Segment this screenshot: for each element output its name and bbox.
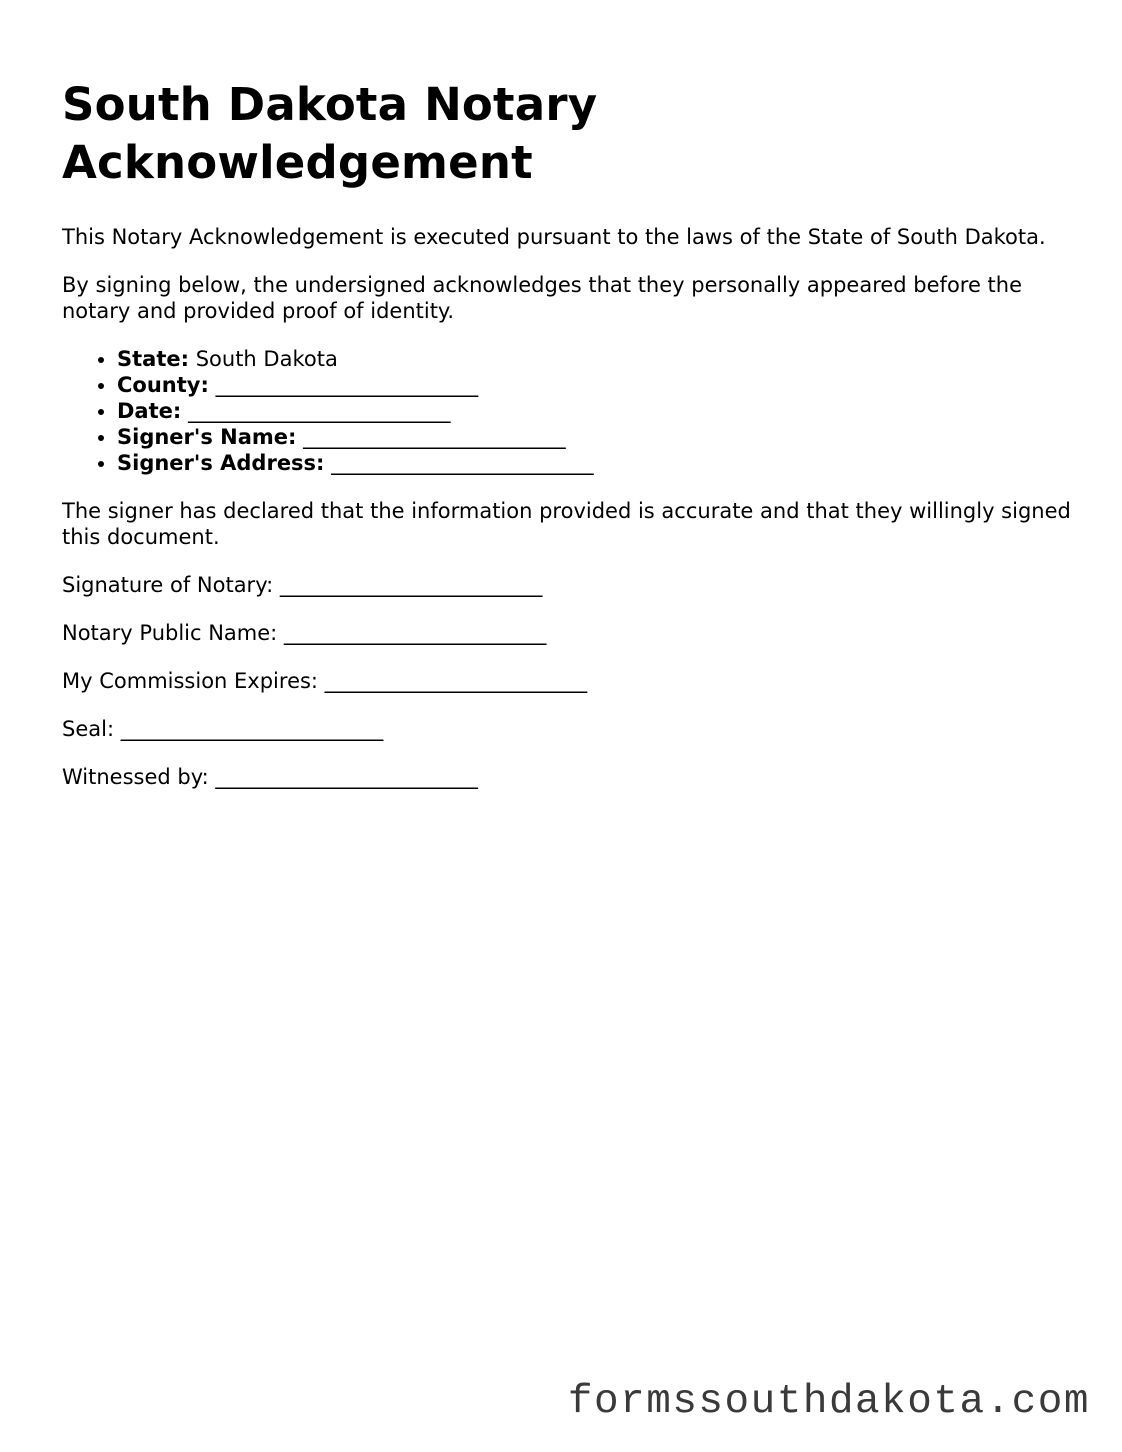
field-label: Date: xyxy=(117,399,182,423)
declaration-paragraph: The signer has declared that the information provided is accurate and that they willingly signed this document. xyxy=(62,499,1071,549)
field-label: State: xyxy=(117,347,190,371)
field-label: County: xyxy=(117,373,209,397)
intro-paragraph: This Notary Acknowledgement is executed pursuant to the laws of the State of South Dakota. xyxy=(62,225,1046,249)
field-county xyxy=(117,372,1072,398)
document-title: South Dakota Notary Acknowledgement xyxy=(62,78,598,189)
field-label: Signer's Name: xyxy=(117,425,297,449)
field-blank: _________________________ xyxy=(215,373,479,397)
notary-public-name-line: Notary Public Name: _________________________ xyxy=(62,621,547,645)
field-state xyxy=(117,346,1072,372)
field-blank: _________________________ xyxy=(187,399,451,423)
site-watermark: formssouthdakota.com xyxy=(567,1379,1090,1425)
statement-paragraph: By signing below, the undersigned acknowledges that they personally appeared before the notary and provided proof of identity. xyxy=(62,273,1023,323)
seal-line: Seal: _________________________ xyxy=(62,717,384,741)
field-blank: _________________________ xyxy=(331,451,594,475)
field-signer-name xyxy=(117,424,1072,450)
signature-of-notary-line: Signature of Notary: _________________________ xyxy=(62,573,543,597)
witnessed-by-line: Witnessed by: _________________________ xyxy=(62,765,478,789)
field-signer-address xyxy=(117,450,1072,476)
field-value: South Dakota xyxy=(195,347,338,371)
field-list xyxy=(62,346,1072,476)
field-date xyxy=(117,398,1072,424)
commission-expires-line: My Commission Expires: _________________________ xyxy=(62,669,588,693)
field-label: Signer's Address: xyxy=(117,451,325,475)
document-page xyxy=(62,76,1072,812)
field-blank: _________________________ xyxy=(303,425,566,449)
